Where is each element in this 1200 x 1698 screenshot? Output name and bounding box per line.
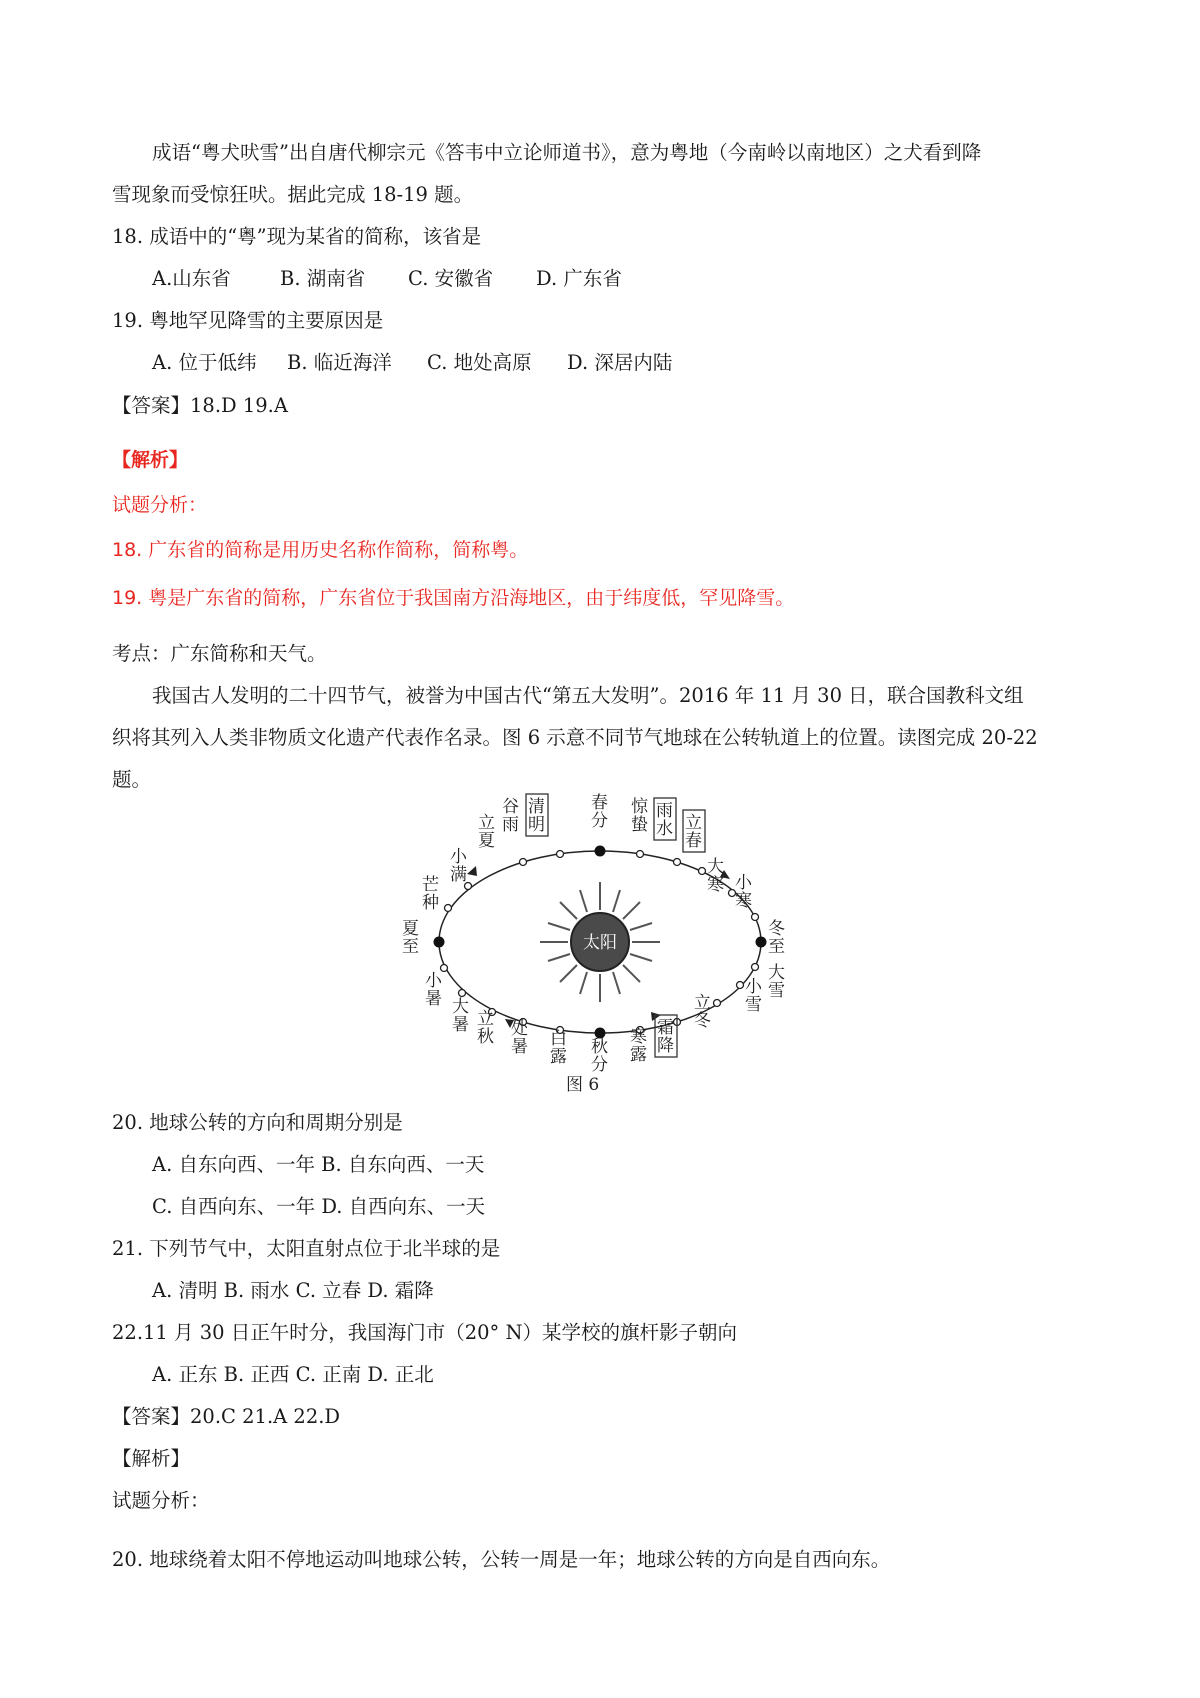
svg-text:露: 露 [550,1047,567,1067]
term-dahan: 大 [707,857,724,877]
q18-option-c: C. 安徽省 [408,267,494,290]
svg-text:满: 满 [450,865,467,885]
q18-option-d: D. 广东省 [536,267,622,290]
q19-option-c: C. 地处高原 [427,351,532,374]
svg-text:露: 露 [630,1045,647,1065]
term-xiazhi: 夏 [402,919,419,939]
svg-text:雨: 雨 [502,815,519,835]
intro2-line3: 题。 [112,768,152,791]
term-qiufen: 秋 [591,1037,608,1057]
svg-text:分: 分 [591,1055,608,1075]
q18-stem: 18. 成语中的“粤”现为某省的简称，该省是 [112,225,482,248]
svg-text:夏: 夏 [478,831,495,851]
orbit-point-chunfen [595,846,606,857]
analysis1-subtitle: 试题分析： [112,494,208,516]
q19-options [152,350,672,376]
q18-options [152,266,622,292]
svg-text:分: 分 [591,811,608,831]
svg-text:寒: 寒 [735,891,752,911]
q18-option-a: A.山东省 [152,267,231,290]
intro1-line1: 成语“粤犬吠雪”出自唐代柳宗元《答韦中立论师道书》，意为粤地（今南岭以南地区）之犬看到降 [152,141,982,164]
term-shuangjiang: 霜 [657,1018,674,1038]
term-labels-top [478,793,705,852]
term-jingzhe: 惊 [631,797,648,817]
svg-text:暑: 暑 [511,1037,528,1057]
svg-text:春: 春 [685,831,702,851]
q18-option-b: B. 湖南省 [280,267,366,290]
orbit-point-xiazhi [434,937,445,948]
svg-text:种: 种 [422,893,439,913]
intro1-line2: 雪现象而受惊狂吠。据此完成 18-19 题。 [112,183,474,206]
intro2-line2: 织将其列入人类非物质文化遗产代表作名录。图 6 示意不同节气地球在公转轨道上的位置。读图完成 20-22 [112,726,1038,749]
svg-text:寒: 寒 [707,875,724,895]
analysis2-p20: 20. 地球绕着太阳不停地运动叫地球公转，公转一周是一年；地球公转的方向是自西向东。 [112,1548,891,1571]
orbit-point-dongzhi [756,937,767,948]
svg-text:至: 至 [768,937,785,957]
svg-text:暑: 暑 [452,1015,469,1035]
svg-text:冬: 冬 [694,1011,711,1031]
term-xiaoxue: 小 [745,977,762,997]
svg-text:雪: 雪 [745,995,762,1015]
svg-text:蛰: 蛰 [631,815,648,835]
q22-options: A. 正东 B. 正西 C. 正南 D. 正北 [152,1363,434,1386]
term-qingming: 清 [528,797,545,817]
svg-text:水: 水 [656,819,673,839]
svg-text:明: 明 [528,815,545,835]
term-yushui: 雨 [656,801,673,821]
q22-stem: 22.11 月 30 日正午时分，我国海门市（20° N）某学校的旗杆影子朝向 [112,1321,738,1344]
q19-option-b: B. 临近海洋 [287,351,392,374]
q19-option-d: D. 深居内陆 [567,351,673,374]
q20-options-row1: A. 自东向西、一年 B. 自东向西、一天 [152,1153,485,1176]
q20-stem: 20. 地球公转的方向和周期分别是 [112,1111,403,1134]
q21-stem: 21. 下列节气中，太阳直射点位于北半球的是 [112,1237,501,1260]
term-lichun: 立 [685,813,702,833]
term-daxue: 大 [768,963,785,983]
q21-options: A. 清明 B. 雨水 C. 立春 D. 霜降 [152,1279,434,1302]
analysis1-p18: 18. 广东省的简称是用历史名称作简称，简称粤。 [112,539,529,561]
answer-2: 【答案】20.C 21.A 22.D [112,1405,341,1428]
term-liqiu: 立 [477,1009,494,1029]
term-xiaohan: 小 [735,873,752,893]
term-dashu: 大 [452,997,469,1017]
term-chunfen: 春 [591,793,608,813]
svg-text:暑: 暑 [425,989,442,1009]
term-lidong: 立 [694,993,711,1013]
sun-label: 太阳 [583,933,617,953]
term-labels-bottom [477,993,711,1075]
answer-1: 【答案】18.D 19.A [112,394,288,417]
term-bailu: 白 [550,1029,567,1049]
intro2-line1: 我国古人发明的二十四节气，被誉为中国古代“第五大发明”。2016 年 11 月 30 日，联合国教科文组 [152,684,1024,707]
figure-caption: 图 6 [566,1075,600,1095]
term-lixia: 立 [478,813,495,833]
term-mangzhong: 芒 [422,875,439,895]
kaodian: 考点：广东简称和天气。 [112,642,327,665]
term-xiaoshu: 小 [425,971,442,991]
term-hanlu: 寒 [630,1027,647,1047]
analysis2-title: 【解析】 [112,1447,191,1470]
term-guyu: 谷 [502,797,519,817]
svg-text:降: 降 [657,1036,674,1056]
term-xiaoman: 小 [450,847,467,867]
svg-text:至: 至 [402,937,419,957]
term-dongzhi: 冬 [768,919,785,939]
q19-stem: 19. 粤地罕见降雪的主要原因是 [112,309,384,332]
svg-text:雪: 雪 [768,981,785,1001]
solar-terms-figure [400,790,800,1095]
analysis2-subtitle: 试题分析： [112,1489,210,1512]
analysis1-p19: 19. 粤是广东省的简称，广东省位于我国南方沿海地区，由于纬度低，罕见降雪。 [112,587,795,609]
term-labels-right [707,857,785,1015]
q19-option-a: A. 位于低纬 [152,351,257,374]
q20-options-row2: C. 自西向东、一年 D. 自西向东、一天 [152,1195,486,1218]
term-chushu: 处 [511,1019,528,1039]
analysis1-title: 【解析】 [112,449,189,471]
svg-text:秋: 秋 [477,1027,494,1047]
